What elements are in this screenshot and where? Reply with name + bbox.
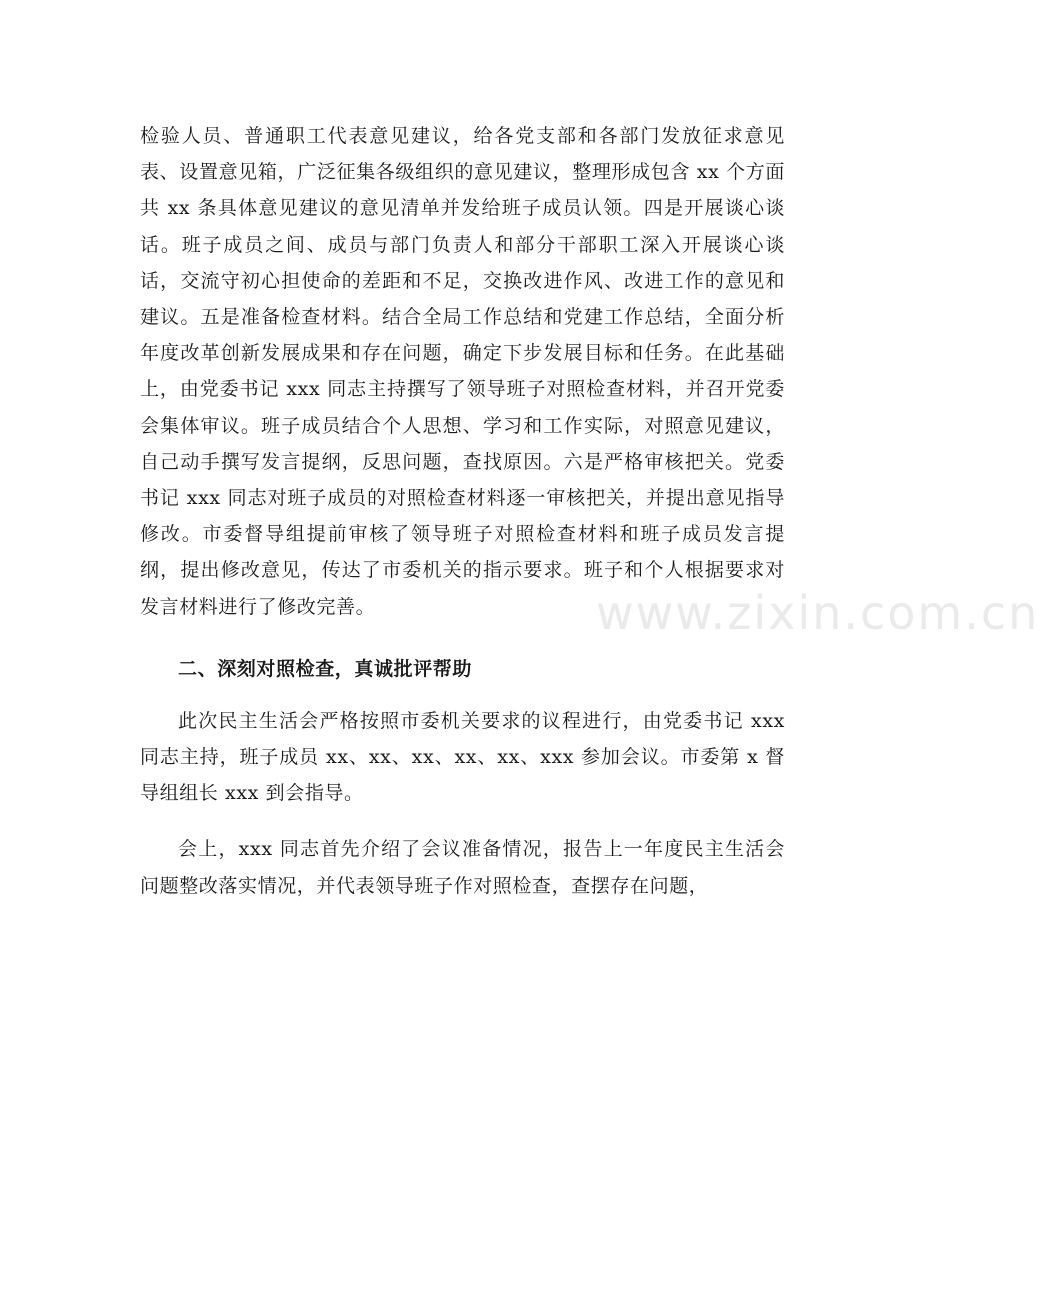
section-heading: 二、深刻对照检查，真诚批评帮助 [178,657,473,680]
document-body [140,118,785,904]
body-paragraph-report: 会上，xxx 同志首先介绍了会议准备情况，报告上一年度民主生活会问题整改落实情况，并代表领导班子作对照检查，查摆存在问题， [140,838,785,897]
site-watermark: www.zixin.com.cn [596,586,1039,640]
body-paragraph-meeting: 此次民主生活会严格按照市委机关要求的议程进行，由党委书记 xxx 同志主持，班子成员 xx、xx、xx、xx、xx、xxx 参加会议。市委第 x 督导组组长 xxx 到会指导。 [140,709,785,805]
body-paragraph-continued: 检验人员、普通职工代表意见建议，给各党支部和各部门发放征求意见表、设置意见箱，广泛征集各级组织的意见建议，整理形成包含 xx 个方面共 xx 条具体意见建议的意见清单并发给班子成员认领。四是开展谈心谈话。班子成员之间、成员与部门负责人和部分干部职工深入开展谈心谈话，交流守初心担使命的差距和不足，交换改进作风、改进工作的意见和建议。五是准备检查材料。结合全局工作总结和党建工作总结，全面分析年度改革创新发展成果和存在问题，确定下步发展目标和任务。在此基础上，由党委书记 xxx 同志主持撰写了领导班子对照检查材料，并召开党委会集体审议。班子成员结合个人思想、学习和工作实际，对照意见建议，自己动手撰写发言提纲，反思问题，查找原因。六是严格审核把关。党委书记 xxx 同志对班子成员的对照检查材料逐一审核把关，并提出意见指导修改。市委督导组提前审核了领导班子对照检查材料和班子成员发言提纲，提出修改意见，传达了市委机关的指示要求。班子和个人根据要求对发言材料进行了修改完善。 [140,125,785,618]
